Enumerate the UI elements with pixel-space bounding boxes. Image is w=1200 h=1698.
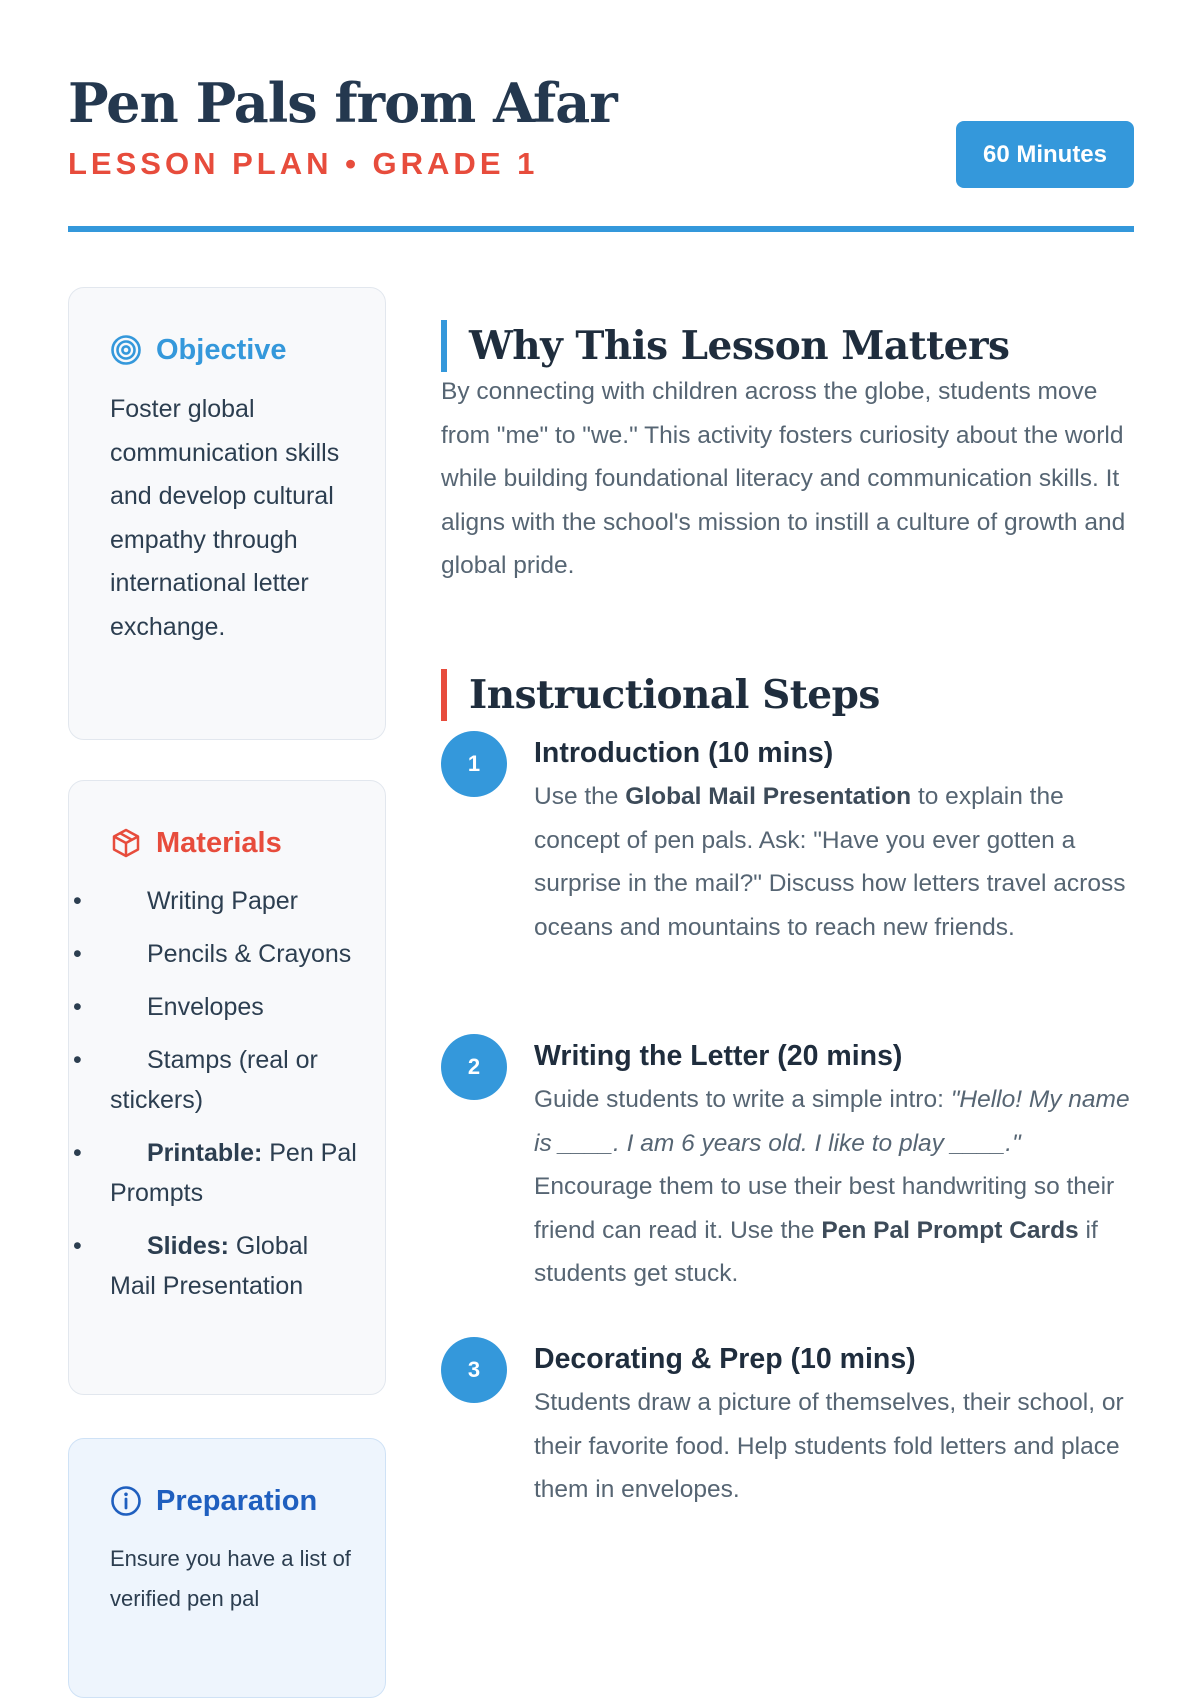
materials-title: Materials bbox=[156, 827, 282, 859]
step-title: Writing the Letter (20 mins) bbox=[534, 1040, 903, 1072]
duration-badge: 60 Minutes bbox=[956, 121, 1134, 188]
lesson-title: Pen Pals from Afar bbox=[68, 71, 617, 135]
step-body bbox=[534, 1034, 1134, 1296]
materials-header bbox=[110, 823, 357, 863]
materials-list bbox=[110, 881, 357, 1306]
preparation-text: Ensure you have a list of verified pen pal bbox=[110, 1546, 351, 1611]
list-item: • Stamps (real or stickers) bbox=[110, 1040, 357, 1120]
step-body bbox=[534, 731, 1134, 949]
list-item: • Printable: Pen Pal Prompts bbox=[110, 1133, 357, 1213]
materials-card bbox=[68, 780, 386, 1395]
info-icon bbox=[110, 1485, 142, 1517]
step-title: Introduction (10 mins) bbox=[534, 737, 834, 769]
preparation-card bbox=[68, 1438, 386, 1698]
preparation-title: Preparation bbox=[156, 1485, 318, 1517]
step-text: Students draw a picture of themselves, their school, or their favorite food. Help students fold letters and place them in envelopes. bbox=[534, 1389, 1124, 1503]
objective-title: Objective bbox=[156, 334, 287, 366]
list-item: • Envelopes bbox=[110, 987, 357, 1027]
step-title: Decorating & Prep (10 mins) bbox=[534, 1343, 916, 1375]
step-number-badge: 1 bbox=[441, 731, 507, 797]
objective-header bbox=[110, 330, 357, 370]
step-body bbox=[534, 1337, 1134, 1512]
box-icon bbox=[110, 827, 142, 859]
objective-card bbox=[68, 287, 386, 740]
steps-heading: Instructional Steps bbox=[441, 668, 880, 722]
list-item: • Slides: Global Mail Presentation bbox=[110, 1226, 357, 1306]
why-text: By connecting with children across the globe, students move from "me" to "we." This activity fosters curiosity about the world while building foundational literacy and communication skills. It aligns with the school's mission to instill a culture of growth and global pride. bbox=[441, 378, 1126, 579]
step-text: Use the Global Mail Presentation to explain the concept of pen pals. Ask: "Have you ever gotten a surprise in the mail?" Discuss how letters travel across oceans and mountains to reach new friends. bbox=[534, 783, 1126, 941]
list-item: • Writing Paper bbox=[110, 881, 357, 921]
step-text: Guide students to write a simple intro: "Hello! My name is ____. I am 6 years old. I like to play ____." Encourage them to use their best handwriting so their friend can read it. Use the Pen Pal Prompt Cards if students get stuck. bbox=[534, 1086, 1130, 1287]
header-divider bbox=[68, 226, 1134, 232]
lesson-plan-page bbox=[68, 0, 1134, 1611]
why-heading: Why This Lesson Matters bbox=[441, 319, 1010, 373]
step-number-badge: 2 bbox=[441, 1034, 507, 1100]
lesson-subtitle: LESSON PLAN • GRADE 1 bbox=[68, 146, 539, 181]
preparation-header bbox=[110, 1481, 357, 1521]
target-icon bbox=[110, 334, 142, 366]
objective-text: Foster global communication skills and develop cultural empathy through international letter exchange. bbox=[110, 395, 340, 641]
lesson-header bbox=[68, 62, 1134, 232]
list-item: • Pencils & Crayons bbox=[110, 934, 357, 974]
step-number-badge: 3 bbox=[441, 1337, 507, 1403]
